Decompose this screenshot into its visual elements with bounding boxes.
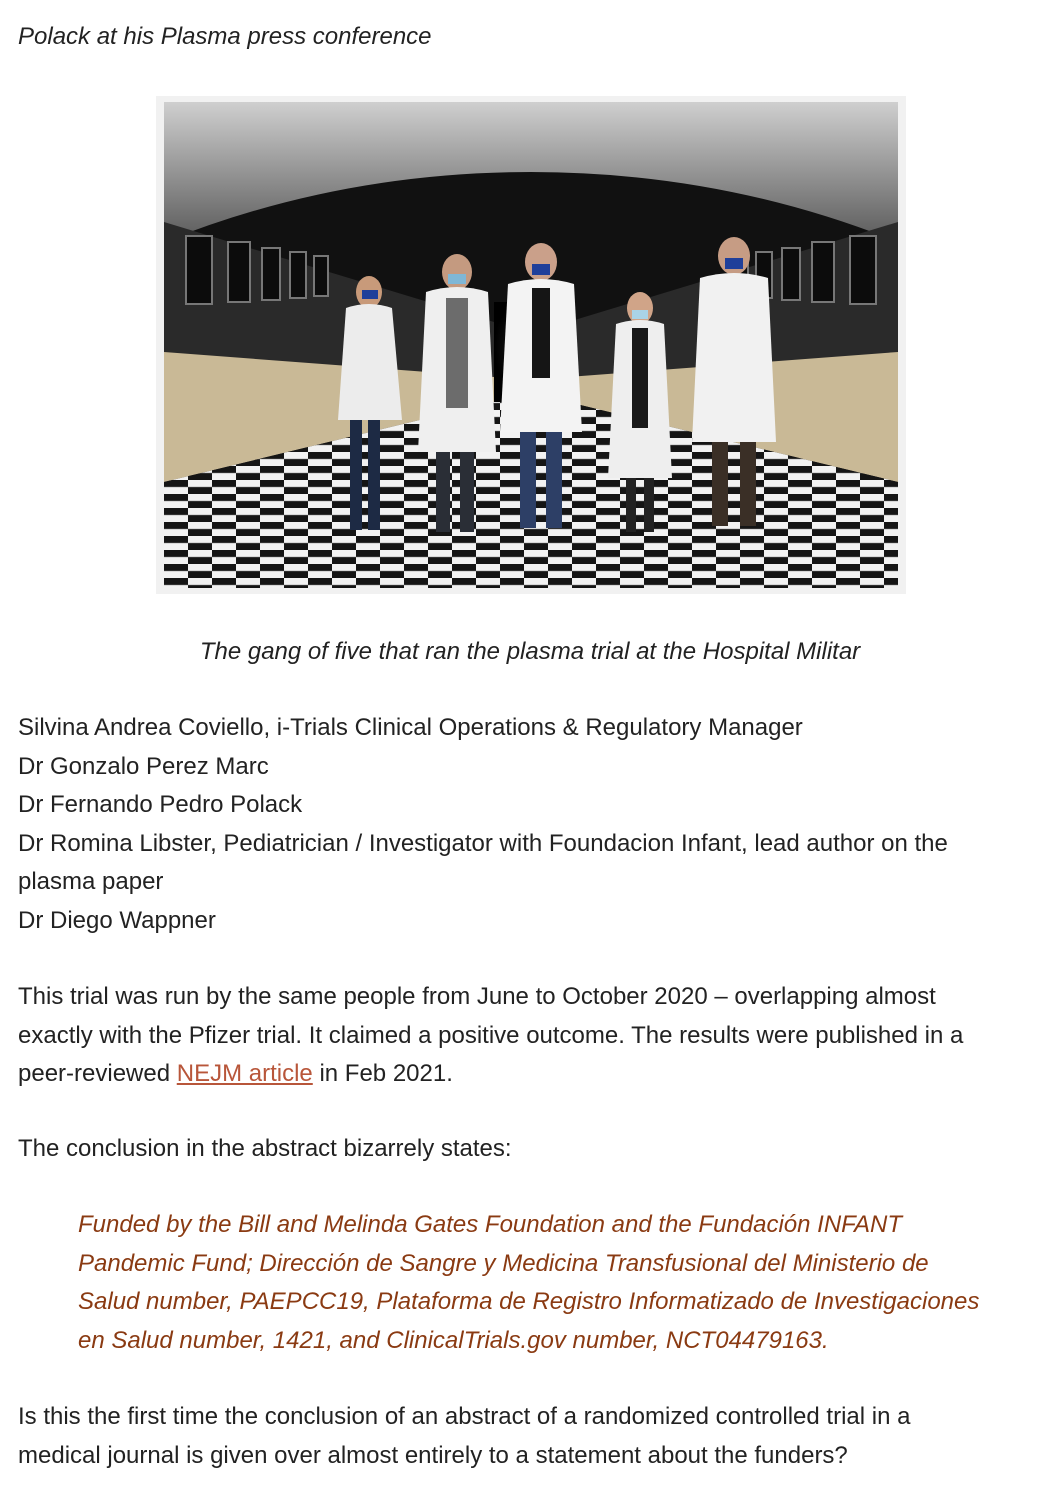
person-line: Silvina Andrea Coviello, i-Trials Clinical Operations & Regulatory Manager [18,714,803,741]
paragraph-text: peer-reviewed [18,1060,177,1087]
quote-line: Funded by the Bill and Melinda Gates Foundation and the Fundación INFANT [78,1211,903,1238]
person-line: Dr Romina Libster, Pediatrician / Investigator with Foundacion Infant, lead author on the [18,829,948,857]
paragraph-line: This trial was run by the same people from June to October 2020 – overlapping almost [18,983,936,1010]
person-line: Dr Fernando Pedro Polack [18,791,303,818]
trial-paragraph [18,978,963,1094]
quote-line: Salud number, PAEPCC19, Plataforma de Registro Informatizado de Investigaciones [78,1288,980,1315]
photo-frame [156,96,906,594]
paragraph-line: medical journal is given over almost entirely to a statement about the funders? [18,1441,848,1469]
paragraph-text: in Feb 2021. [312,1060,453,1087]
conclusion-intro: The conclusion in the abstract bizarrely states: [18,1135,512,1162]
paragraph-line: Is this the first time the conclusion of an abstract of a randomized controlled trial in a [18,1403,911,1430]
quote-line: en Salud number, 1421, and ClinicalTrials.gov number, NCT04479163. [78,1326,829,1354]
person-line: Dr Diego Wappner [18,906,216,934]
person-line: plasma paper [18,868,164,895]
photo-caption: The gang of five that ran the plasma trial at the Hospital Militar [199,638,861,665]
top-caption: Polack at his Plasma press conference [18,23,432,50]
quote-line: Pandemic Fund; Dirección de Sangre y Medicina Transfusional del Ministerio de [78,1249,929,1277]
person-line: Dr Gonzalo Perez Marc [18,752,269,780]
abstract-quote [78,1206,979,1360]
people-list [18,709,948,940]
paragraph-line [18,1055,963,1094]
paragraph-line: exactly with the Pfizer trial. It claimed a positive outcome. The results were published in a [18,1021,964,1049]
question-paragraph [18,1398,910,1475]
group-photo [164,102,898,588]
nejm-article-link[interactable]: NEJM article [176,1060,313,1087]
